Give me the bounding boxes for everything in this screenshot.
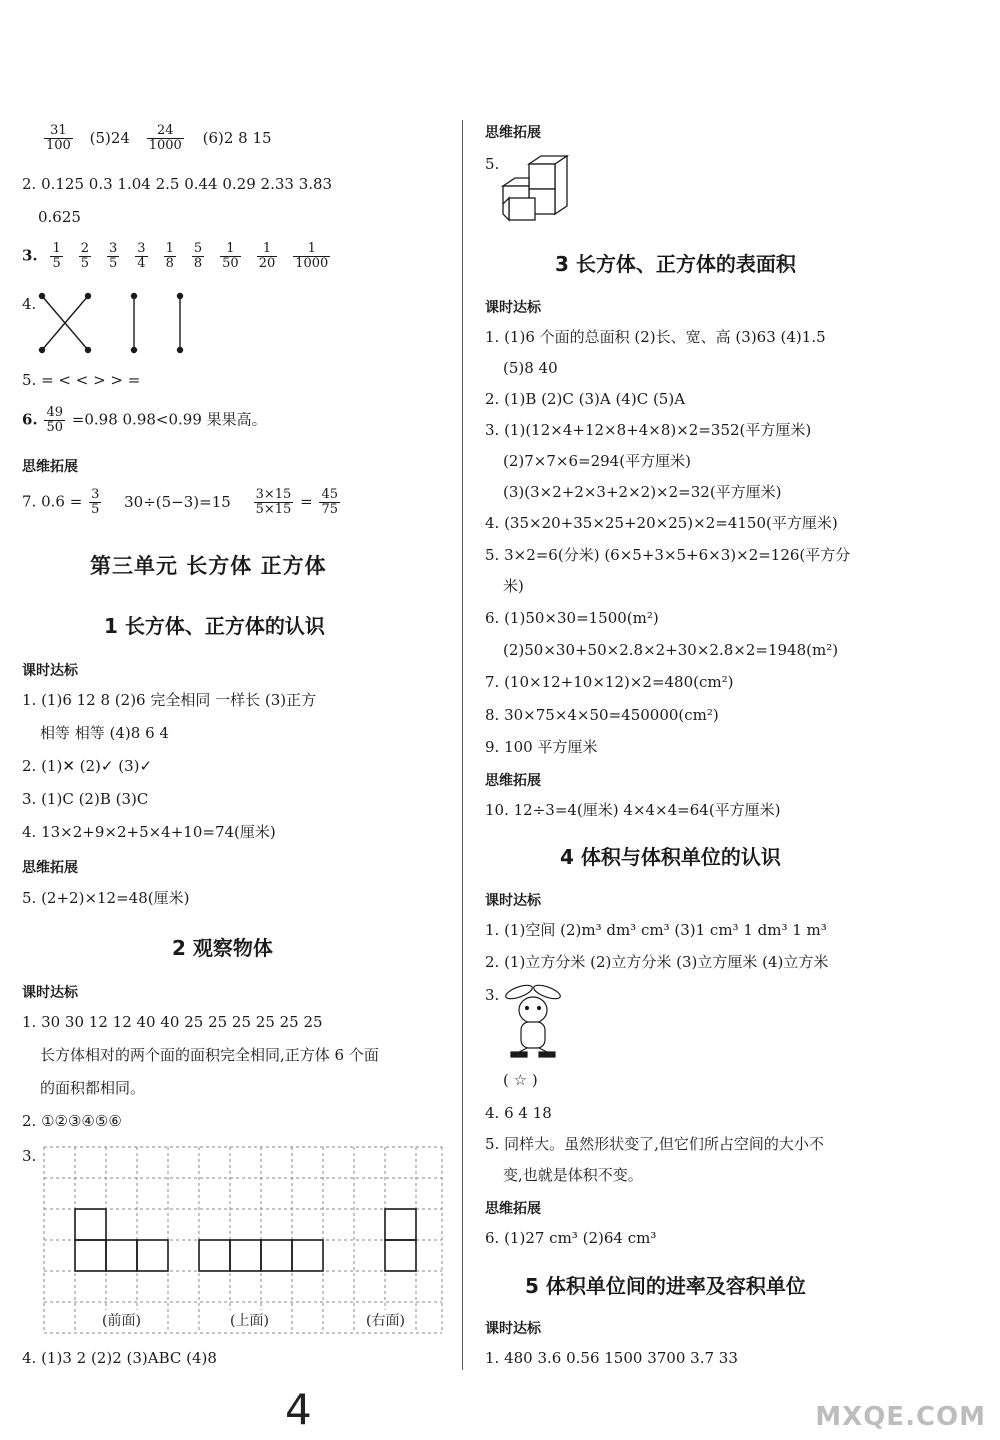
fraction-list: [42, 241, 338, 271]
answer-3: 3. (1)C (2)B (3)C: [22, 790, 149, 808]
unit-title: 第三单元 长方体 正方体: [90, 554, 327, 578]
question-number: 3.: [485, 986, 500, 1004]
answer-6-cont: (2)50×30+50×2.8×2+30×2.8×2=1948(m²): [503, 641, 839, 659]
answer-3: 3. (1)(12×4+12×8+4×8)×2=352(平方厘米): [485, 421, 812, 439]
answer-2: 2. (1)B (2)C (3)A (4)C (5)A: [485, 390, 686, 408]
answer-5: 5. = < < > > =: [22, 371, 141, 389]
answer-2: 2. 0.125 0.3 1.04 2.5 0.44 0.29 2.33 3.83: [22, 175, 333, 193]
section-class-goal: 课时达标: [22, 663, 78, 679]
answer-1: 1. (1)空间 (2)m³ dm³ cm³ (3)1 cm³ 1 dm³ 1 m³: [485, 921, 827, 939]
answer-2: 2. ①②③④⑤⑥: [22, 1112, 122, 1130]
text: 30÷(5−3)=15: [124, 492, 231, 511]
answer-1: 1. (1)6 个面的总面积 (2)长、宽、高 (3)63 (4)1.5: [485, 328, 826, 346]
fraction: $\frac{49}{50}$: [46, 405, 63, 435]
view-label-front: (前面): [100, 1310, 143, 1330]
question-number: 6.: [22, 410, 38, 429]
answer-7: 7. (10×12+10×12)×2=480(cm²): [485, 673, 734, 691]
column-divider: [462, 120, 463, 1370]
fraction: $\frac{5}{8}$: [193, 241, 203, 271]
fraction: $\frac{1}{8}$: [165, 241, 174, 271]
fraction: $\frac{1}{20}$: [258, 241, 276, 271]
answer-4: 4. 6 4 18: [485, 1104, 552, 1122]
fraction: $\frac{2}{5}$: [80, 241, 90, 271]
answer-4: 4. (1)3 2 (2)2 (3)ABC (4)8: [22, 1349, 217, 1367]
text: =: [300, 492, 313, 511]
answer-5-cont: 变,也就是体积不变。: [503, 1166, 643, 1184]
answer-5-cont: 米): [503, 577, 524, 595]
fraction: $\frac{1}{5}$: [52, 241, 61, 271]
fraction: $\frac{1}{1000}$: [295, 241, 329, 271]
answer-6: 6. (1)50×30=1500(m²): [485, 609, 659, 627]
fraction: $\frac{45}{75}$: [321, 487, 338, 517]
fraction: $\frac{24}{1000}$: [148, 123, 182, 153]
answer-3-cont: (2)7×7×6=294(平方厘米): [503, 452, 691, 470]
section-thinking: 思维拓展: [22, 459, 78, 475]
answer-9: 9. 100 平方厘米: [485, 738, 598, 756]
answer-2: 2. (1)✕ (2)✓ (3)✓: [22, 757, 153, 775]
answer-line-1: [42, 124, 272, 153]
answer-1: 1. 480 3.6 0.56 1500 3700 3.7 33: [485, 1349, 738, 1367]
answer-4: 4. 13×2+9×2+5×4+10=74(厘米): [22, 823, 276, 841]
section-thinking: 思维拓展: [485, 1201, 541, 1217]
answer-1: 1. (1)6 12 8 (2)6 完全相同 一样长 (3)正方: [22, 691, 317, 709]
answer-6: [22, 406, 267, 435]
section-thinking: 思维拓展: [485, 773, 541, 789]
section-class-goal: 课时达标: [485, 893, 541, 909]
view-label-top: (上面): [228, 1310, 271, 1330]
section-class-goal: 课时达标: [485, 1321, 541, 1337]
question-number: 3.: [22, 246, 38, 265]
lesson-title: 2 观察物体: [172, 936, 273, 960]
question-number: 4.: [22, 295, 37, 313]
answer-2: 2. (1)立方分米 (2)立方分米 (3)立方厘米 (4)立方米: [485, 953, 829, 971]
fraction: $\frac{3}{5}$: [109, 241, 118, 271]
answer-4: 4. (35×20+35×25+20×25)×2=4150(平方厘米): [485, 514, 838, 532]
answer-8: 8. 30×75×4×50=450000(cm²): [485, 706, 719, 724]
three-views-grid: [42, 1145, 447, 1337]
section-thinking: 思维拓展: [485, 125, 541, 141]
fraction: $\frac{31}{100}$: [46, 123, 71, 153]
text: 7. 0.6 =: [22, 492, 83, 511]
answer-6: 6. (1)27 cm³ (2)64 cm³: [485, 1229, 657, 1247]
cube-stack-figure: [499, 154, 571, 226]
text: =0.98 0.98<0.99 果果高。: [71, 410, 267, 429]
answer-5: 5. (2+2)×12=48(厘米): [22, 889, 190, 907]
answer-1: 1. 30 30 12 12 40 40 25 25 25 25 25 25: [22, 1013, 323, 1031]
answer-1-cont: (5)8 40: [503, 359, 558, 377]
question-number: 3.: [22, 1147, 37, 1165]
fraction: $\frac{3}{5}$: [91, 487, 100, 517]
answer-1-cont: 长方体相对的两个面的面积完全相同,正方体 6 个面: [40, 1046, 379, 1064]
lesson-title: 4 体积与体积单位的认识: [560, 845, 781, 869]
text: (5)24: [89, 128, 130, 147]
page-number: 4: [285, 1385, 312, 1434]
section-class-goal: 课时达标: [22, 985, 78, 1001]
answer-10: 10. 12÷3=4(厘米) 4×4×4=64(平方厘米): [485, 801, 781, 819]
answer-5: 5. 3×2=6(分米) (6×5+3×5+6×3)×2=126(平方分: [485, 546, 851, 564]
fraction: $\frac{1}{50}$: [222, 241, 239, 271]
text: (6)2 8 15: [202, 128, 272, 147]
section-thinking: 思维拓展: [22, 860, 78, 876]
rabbit-figure: [501, 980, 563, 1062]
watermark: MXQE.COM: [815, 1402, 986, 1432]
fraction: $\frac{3\times 15}{5\times 15}$: [255, 487, 292, 517]
question-number: 5.: [485, 155, 500, 173]
fraction: $\frac{3}{4}$: [137, 241, 146, 271]
lesson-title: 1 长方体、正方体的认识: [104, 614, 325, 638]
answer-7: [22, 488, 342, 517]
lesson-title: 3 长方体、正方体的表面积: [555, 252, 796, 276]
answer-3-cont: (3)(3×2+2×3+2×2)×2=32(平方厘米): [503, 483, 782, 501]
answer-1-cont: 的面积都相同。: [40, 1079, 146, 1097]
answer-5: 5. 同样大。虽然形状变了,但它们所占空间的大小不: [485, 1135, 824, 1153]
lesson-title: 5 体积单位间的进率及容积单位: [525, 1274, 806, 1298]
view-label-right: (右面): [364, 1310, 407, 1330]
answer-1-cont: 相等 相等 (4)8 6 4: [40, 724, 169, 742]
answer-2-cont: 0.625: [38, 208, 81, 226]
section-class-goal: 课时达标: [485, 300, 541, 316]
answer-3: [22, 242, 338, 271]
matching-lines-diagram: [34, 290, 194, 356]
answer-3-star: ( ☆ ): [503, 1071, 538, 1089]
